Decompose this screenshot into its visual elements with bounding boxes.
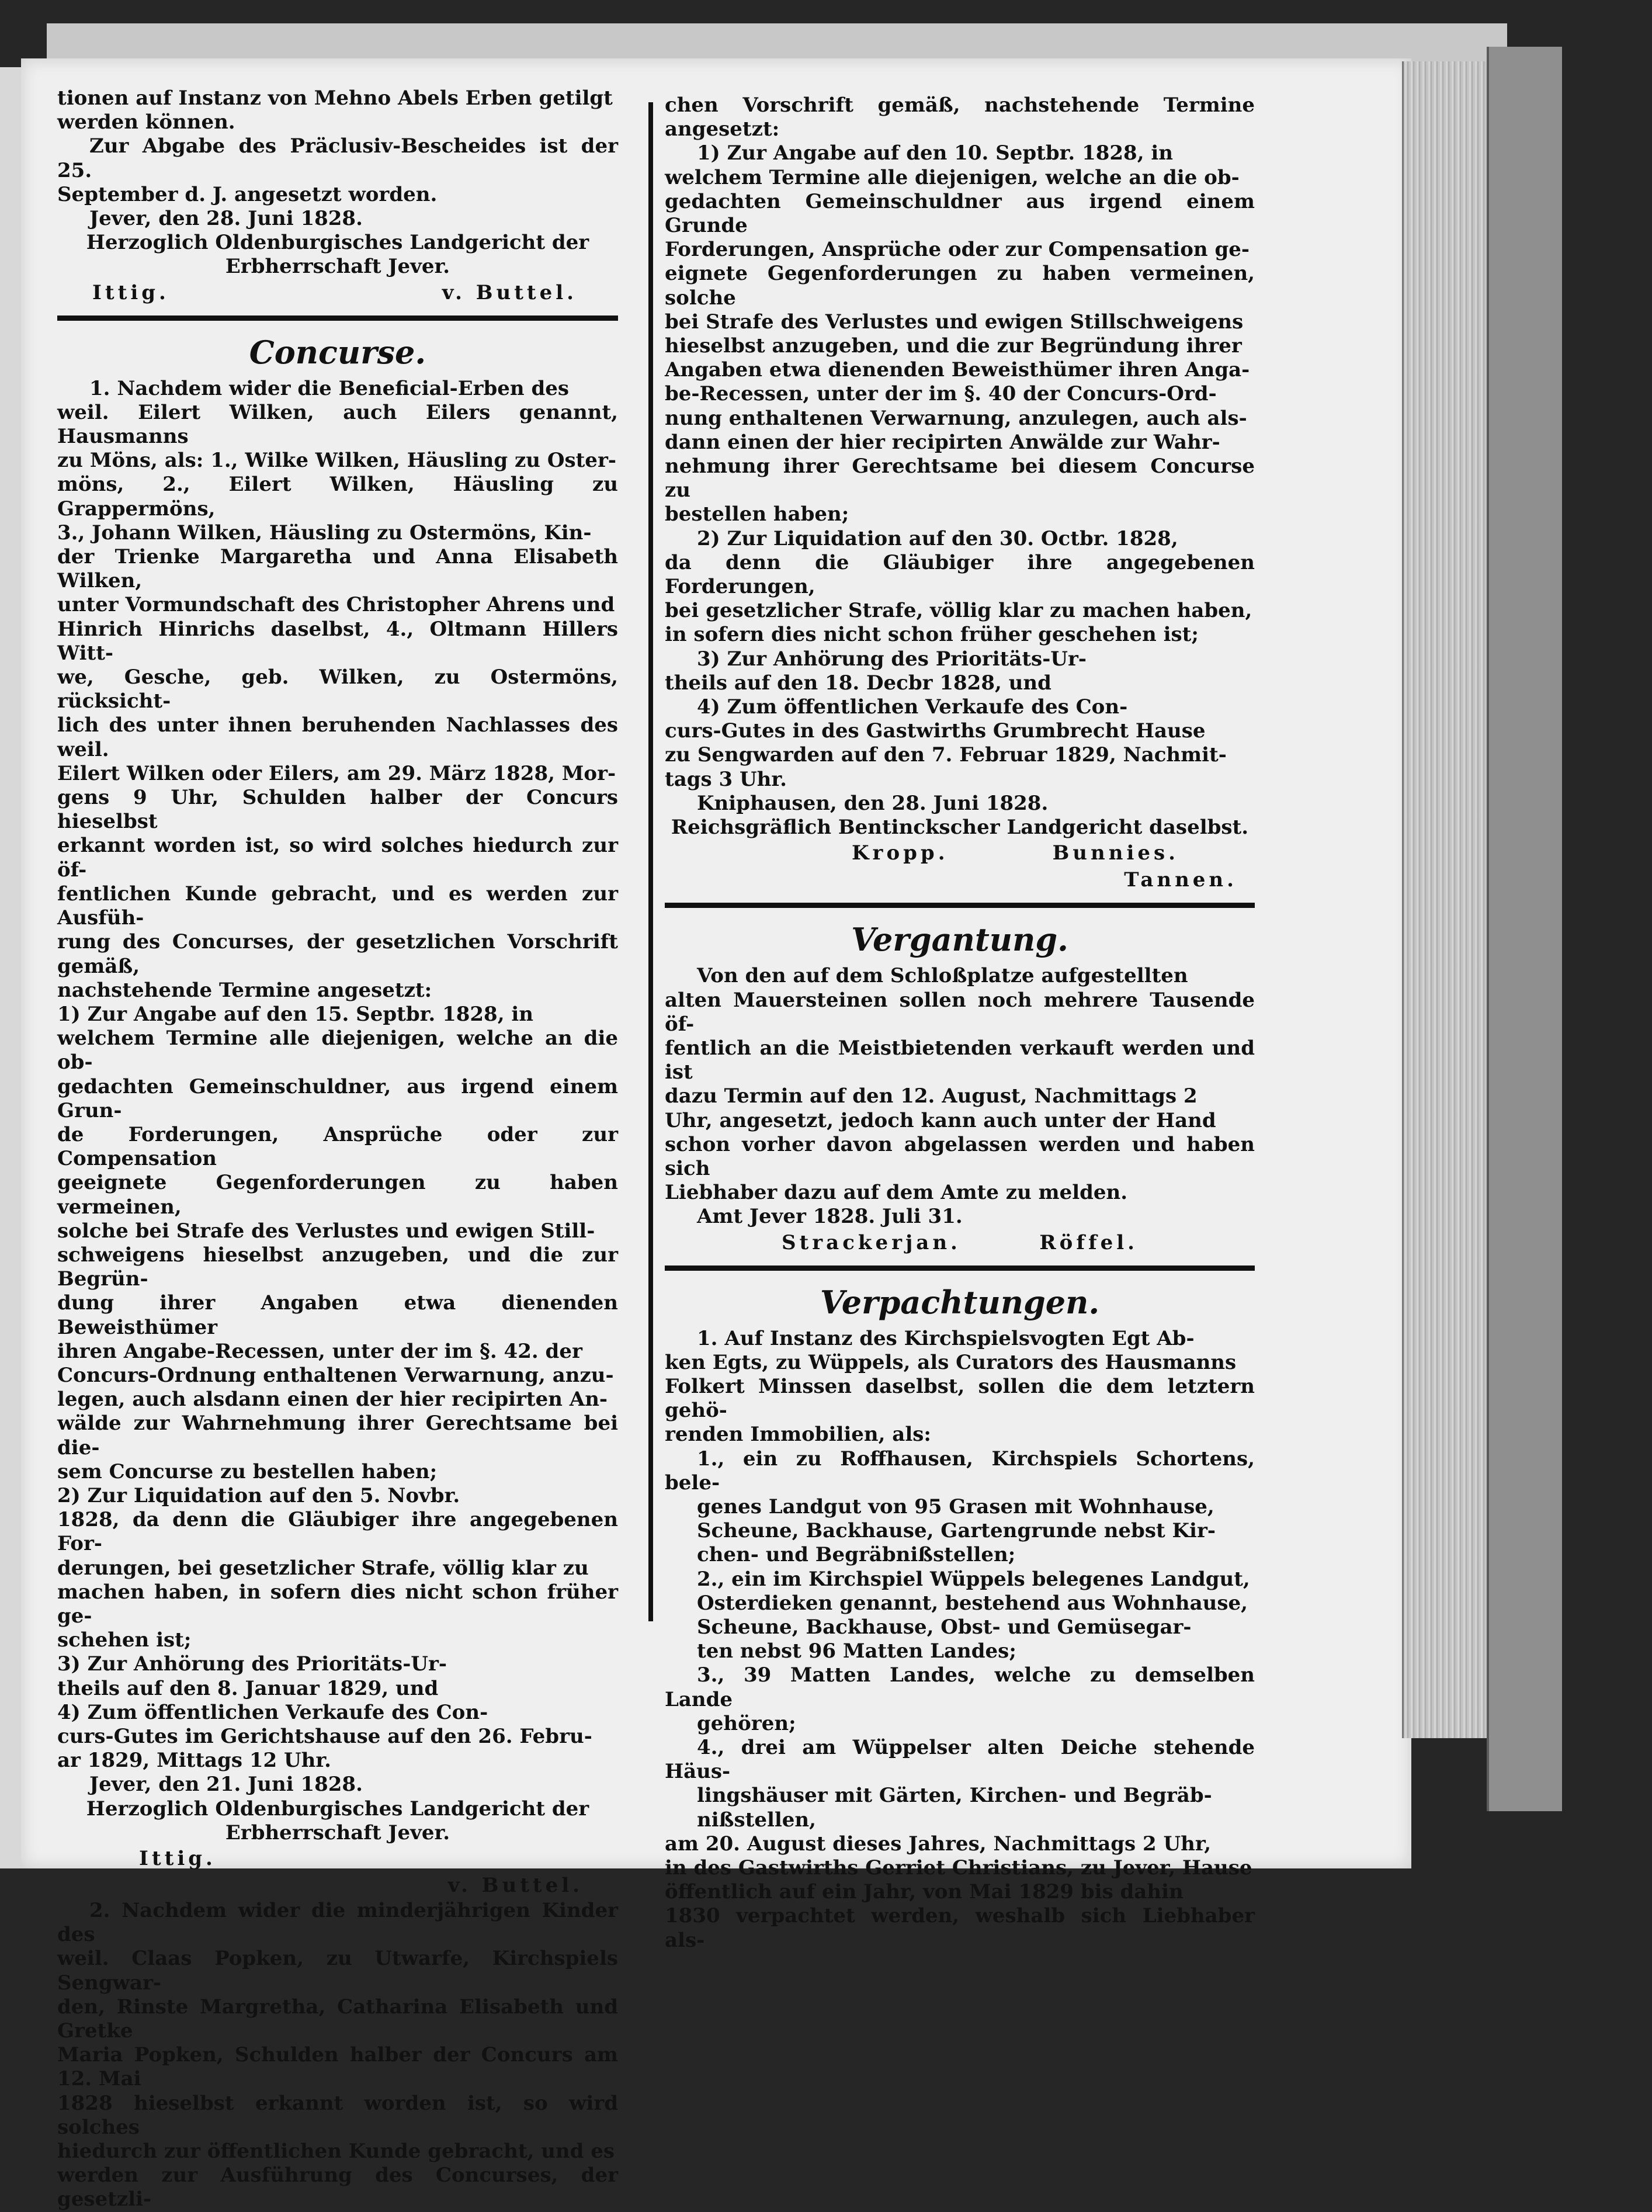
paragraph-line: Eilert Wilken oder Eilers, am 29. März 1828, Mor- [57,761,616,785]
paragraph-line: schon vorher davon abgelassen werden und haben sich [665,1132,1255,1180]
paragraph-line: Hinrich Hinrichs daselbst, 4., Oltmann Hillers Witt- [57,617,618,665]
paragraph-line: 1830 verpachtet werden, weshalb sich Liebhaber als- [665,1904,1255,1952]
paragraph-line: theils auf den 8. Januar 1829, und [57,1676,439,1700]
paragraph-line: geeignete Gegenforderungen zu haben vermeinen, [57,1171,618,1219]
signature: Bunnies. [1052,841,1179,865]
paragraph-line: schweigens hieselbst anzugeben, und die zur Begrün- [57,1243,618,1291]
signature-row [665,840,1255,866]
signature: v. Buttel. [447,1874,583,1898]
court-name: Erbherrschaft Jever. [225,1821,450,1845]
list-item: Osterdieken genannt, bestehend aus Wohnhause, [697,1591,1248,1615]
signature: Röffel. [1039,1230,1138,1254]
paragraph-line: zu Möns, als: 1., Wilke Wilken, Häusling zu Oster- [57,449,616,473]
notice-1 [57,377,618,1899]
book-cover-edge [1487,47,1562,1811]
court-name: Herzoglich Oldenburgisches Landgericht der [86,1797,589,1821]
paragraph-line: we, Gesche, geb. Wilken, zu Ostermöns, rücksicht- [57,665,618,713]
paragraph-line: welchem Termine alle diejenigen, welche an die ob- [57,1027,618,1074]
paragraph-line: Von den auf dem Schloßplatze aufgestellten [697,964,1188,988]
paragraph-line: ihren Angabe-Recessen, unter der im §. 42. der [57,1339,582,1363]
paragraph-line: 4) Zum öffentlichen Verkaufe des Con- [697,695,1128,719]
paragraph-line: zu Sengwarden auf den 7. Februar 1829, Nachmit- [665,743,1227,767]
left-column [57,86,618,2212]
signature-row [57,279,618,306]
paragraph-line: solche bei Strafe des Verlustes und ewigen Still- [57,1219,595,1243]
paragraph-line: Folkert Minssen daselbst, sollen die dem letztern gehö- [665,1374,1255,1423]
list-item: 3., 39 Matten Landes, welche zu demselben Lande [665,1663,1255,1711]
signature: Tannen. [1124,868,1237,892]
text-line: Zur Abgabe des Präclusiv-Bescheides ist der 25. [57,134,618,182]
right-column [665,93,1255,1953]
paragraph-line: chen Vorschrift gemäß, nachstehende Termine angesetzt: [665,93,1255,141]
signature: Kropp. [852,841,949,865]
paragraph-line: 1. Nachdem wider die Beneficial-Erben des [89,376,570,400]
paragraph-line: nachstehende Termine angesetzt: [57,978,432,1002]
paragraph-line: renden Immobilien, als: [665,1423,931,1447]
section-rule [57,315,618,321]
paragraph-line: in des Gastwirths Gerriet Christians, zu Jever, Hause [665,1856,1252,1880]
paragraph-line: curs-Gutes in des Gastwirths Grumbrecht Hause [665,719,1206,743]
paragraph-line: weil. Eilert Wilken, auch Eilers genannt, Hausmanns [57,400,618,449]
signature: Ittig. [92,280,169,304]
list-item: 1., ein zu Roffhausen, Kirchspiels Schortens, bele- [665,1447,1255,1495]
list-item: 4., drei am Wüppelser alten Deiche stehende Häus- [665,1735,1255,1784]
paragraph-line: nehmung ihrer Gerechtsame bei diesem Concurse zu [665,455,1255,502]
paragraph-line: dann einen der hier recipirten Anwälde zur Wahr- [665,430,1220,454]
paragraph-line: gens 9 Uhr, Schulden halber der Concurs hieselbst [57,786,618,834]
paragraph-line: 3., Johann Wilken, Häusling zu Ostermöns, Kin- [57,521,592,545]
paragraph-line: Liebhaber dazu auf dem Amte zu melden. [665,1181,1128,1205]
paragraph-line: ken Egts, zu Wüppels, als Curators des Hausmanns [665,1350,1237,1374]
list-item: 2., ein im Kirchspiel Wüppels belegenes Landgut, [697,1567,1250,1591]
paragraph-line: welchem Termine alle diejenigen, welche an die ob- [665,165,1240,189]
paragraph-line: eignete Gegenforderungen zu haben vermeinen, solche [665,262,1255,310]
paragraph-line: machen haben, in sofern dies nicht schon früher ge- [57,1580,618,1628]
paragraph-line: bei gesetzlicher Strafe, völlig klar zu machen haben, [665,599,1252,623]
paragraph-line: am 20. August dieses Jahres, Nachmittags 2 Uhr, [665,1832,1212,1856]
paragraph-line: unter Vormundschaft des Christopher Ahrens und [57,593,615,617]
page-top-edge [47,23,1507,61]
signature: v. Buttel. [442,280,577,304]
paragraph-line: hiedurch zur öffentlichen Kunde gebracht, und es [57,2140,615,2164]
court-name: Erbherrschaft Jever. [225,255,450,279]
paragraph-line: derungen, bei gesetzlicher Strafe, völlig klar zu [57,1556,589,1580]
text-line: September d. J. angesetzt worden. [57,182,438,206]
paragraph-line: da denn die Gläubiger ihre angegebenen Forderungen, [665,550,1255,599]
paragraph-line: Forderungen, Ansprüche oder zur Compensation ge- [665,238,1250,262]
paragraph-line: 1828, da denn die Gläubiger ihre angegebenen For- [57,1508,618,1556]
paragraph-line: be-Recessen, unter der im §. 40 der Concurs-Ord- [665,382,1217,406]
paragraph-line: erkannt worden ist, so wird solches hiedurch zur öf- [57,834,618,882]
paragraph-line: 1828 hieselbst erkannt worden ist, so wird solches [57,2091,618,2139]
paragraph-line: dazu Termin auf den 12. August, Nachmittags 2 [665,1084,1198,1108]
paragraph-line: 1) Zur Angabe auf den 15. Septbr. 1828, in [57,1002,534,1026]
paragraph-line: ar 1829, Mittags 12 Uhr. [57,1749,331,1773]
paragraph-line: 1) Zur Angabe auf den 10. Septbr. 1828, in [697,141,1174,165]
list-item: Scheune, Backhause, Gartengrunde nebst Kir- [697,1519,1216,1543]
paragraph-line: lich des unter ihnen beruhenden Nachlasses des weil. [57,713,618,761]
column-divider [648,102,653,1621]
signature: Ittig. [139,1847,216,1871]
paragraph-line: den, Rinste Margretha, Catharina Elisabeth und Gretke [57,1995,618,2043]
paragraph-line: 3) Zur Anhörung des Prioritäts-Ur- [57,1652,447,1676]
paragraph-line: bestellen haben; [665,502,849,526]
place-date: Kniphausen, den 28. Juni 1828. [697,791,1049,815]
paragraph-line: 1. Auf Instanz des Kirchspielsvogten Egt Ab- [697,1326,1195,1350]
section-heading-verpachtungen: Verpachtungen. [820,1283,1100,1321]
paragraph-line: 2) Zur Liquidation auf den 30. Octbr. 1828, [697,526,1178,550]
list-item: lingshäuser mit Gärten, Kirchen- und Begräb- [697,1784,1212,1808]
paragraph-line: theils auf den 18. Decbr 1828, und [665,671,1051,695]
list-item: ten nebst 96 Matten Landes; [697,1639,1016,1663]
paragraph-line: schehen ist; [57,1628,192,1652]
paragraph-line: möns, 2., Eilert Wilken, Häusling zu Grappermöns, [57,473,618,521]
notice-vergantung [665,964,1255,1256]
place-date: Jever, den 21. Juni 1828. [89,1773,363,1797]
paragraph-line: 2) Zur Liquidation auf den 5. Novbr. [57,1483,460,1507]
list-item: Scheune, Backhause, Obst- und Gemüsegar- [697,1615,1192,1639]
paragraph-line: fentlich an die Meistbietenden verkauft werden und ist [665,1036,1255,1084]
signature-row [57,1872,618,1899]
section-heading-concurse: Concurse. [249,333,426,371]
place-date: Amt Jever 1828. Juli 31. [697,1205,963,1229]
court-name: Reichsgräflich Bentinckscher Landgericht daselbst. [671,816,1249,840]
paragraph-line: nung enthaltenen Verwarnung, anzulegen, auch als- [665,406,1247,430]
paragraph-line: fentlichen Kunde gebracht, und es werden zur Ausfüh- [57,882,618,930]
paragraph-line: Angaben etwa dienenden Beweisthümer ihren Anga- [665,358,1250,382]
list-item: nißstellen, [697,1808,816,1832]
paragraph-line: werden zur Ausführung des Concurses, der gesetzli- [57,2164,618,2211]
signature-row [57,1845,618,1872]
notice-verpachtungen [665,1327,1255,1953]
paragraph-line: 4) Zum öffentlichen Verkaufe des Con- [57,1700,488,1724]
notice-2 [57,1899,618,2212]
text-line: werden können. [57,110,235,134]
paragraph-line: bei Strafe des Verlustes und ewigen Stillschweigens [665,310,1244,334]
paragraph-line: gedachten Gemeinschuldner, aus irgend einem Grun- [57,1074,618,1122]
signature-row [665,866,1255,893]
paragraph-line: curs-Gutes im Gerichtshause auf den 26. Febru- [57,1725,592,1748]
paragraph-line: gedachten Gemeinschuldner aus irgend einem Grunde [665,189,1255,238]
paragraph-line: de Forderungen, Ansprüche oder zur Compensation [57,1122,618,1171]
place-date: Jever, den 28. Juni 1828. [89,207,363,231]
paragraph-line: 3) Zur Anhörung des Prioritäts-Ur- [697,647,1087,671]
section-heading-vergantung: Vergantung. [851,921,1068,959]
paragraph-line: hieselbst anzugeben, und die zur Begründung ihrer [665,334,1242,358]
section-rule [665,903,1255,908]
paragraph-line: tags 3 Uhr. [665,767,787,791]
paragraph-line: Concurs-Ordnung enthaltenen Verwarnung, anzu- [57,1363,614,1387]
list-item: chen- und Begräbnißstellen; [697,1543,1016,1567]
signature: Strackerjan. [782,1230,961,1254]
signature-row [665,1229,1255,1256]
paragraph-line: weil. Claas Popken, zu Utwarfe, Kirchspiels Sengwar- [57,1947,618,1995]
paragraph-line: Uhr, angesetzt, jedoch kann auch unter der Hand [665,1108,1216,1132]
notice-2-continued [665,93,1255,893]
paragraph-line: legen, auch alsdann einen der hier recipirten An- [57,1388,608,1412]
paragraph-line: alten Mauersteinen sollen noch mehrere Tausende öf- [665,988,1255,1036]
paragraph-line: wälde zur Wahrnehmung ihrer Gerechtsame bei die- [57,1412,618,1459]
list-item: genes Landgut von 95 Grasen mit Wohnhause, [697,1495,1214,1518]
paragraph-line: der Trienke Margaretha und Anna Elisabeth Wilken, [57,545,618,593]
paragraph-line: öffentlich auf ein Jahr, von Mai 1829 bis dahin [665,1880,1184,1904]
text-line: tionen auf Instanz von Mehno Abels Erben getilgt [57,86,613,110]
court-name: Herzoglich Oldenburgisches Landgericht der [86,231,589,255]
paragraph-line: 2. Nachdem wider die minderjährigen Kinder des [57,1899,618,1947]
paragraph-line: dung ihrer Angaben etwa dienenden Beweisthümer [57,1291,618,1339]
paragraph-line: rung des Concurses, der gesetzlichen Vorschrift gemäß, [57,930,618,978]
section-rule [665,1266,1255,1271]
paragraph-line: Maria Popken, Schulden halber der Concurs am 12. Mai [57,2043,618,2091]
paragraph-line: sem Concurse zu bestellen haben; [57,1459,438,1483]
list-item: gehören; [697,1711,796,1735]
paragraph-line: in sofern dies nicht schon früher geschehen ist; [665,623,1199,647]
